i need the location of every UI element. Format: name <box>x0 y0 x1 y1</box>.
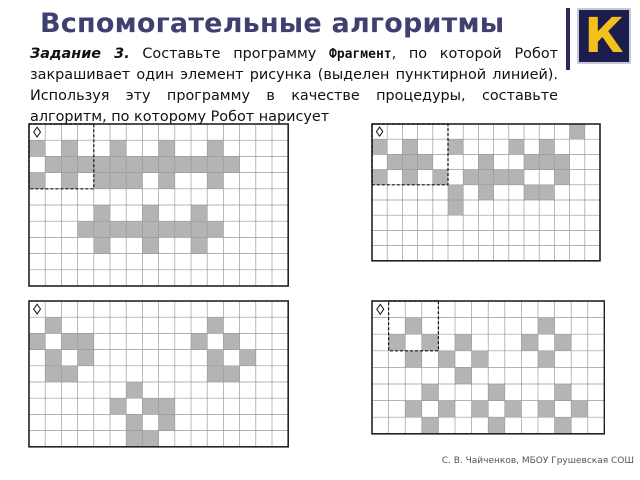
filled-cell <box>142 398 158 414</box>
filled-cell <box>478 170 493 185</box>
filled-cell <box>110 173 126 189</box>
filled-cell <box>94 173 110 189</box>
page-title: Вспомогательные алгоритмы <box>40 8 505 39</box>
filled-cell <box>94 237 110 253</box>
filled-cell <box>422 384 439 401</box>
task-text <box>30 44 558 128</box>
filled-cell <box>433 170 448 185</box>
filled-cell <box>61 366 77 382</box>
filled-cell <box>455 334 472 351</box>
filled-cell <box>78 333 94 349</box>
footer-credit: С. В. Чайченков, МБОУ Грушевская СОШ <box>441 456 634 466</box>
filled-cell <box>472 351 489 368</box>
filled-cell <box>223 333 239 349</box>
filled-cell <box>478 154 493 169</box>
filled-cell <box>191 221 207 237</box>
filled-cell <box>538 401 555 418</box>
filled-cell <box>159 398 175 414</box>
filled-cell <box>45 366 61 382</box>
filled-cell <box>78 156 94 172</box>
filled-cell <box>405 351 422 368</box>
filled-cell <box>509 170 524 185</box>
filled-cell <box>159 173 175 189</box>
filled-cell <box>402 154 417 169</box>
grid-bottom-right-svg <box>371 300 605 435</box>
filled-cell <box>126 414 142 430</box>
filled-cell <box>240 350 256 366</box>
filled-cell <box>175 156 191 172</box>
filled-cell <box>539 154 554 169</box>
filled-cell <box>539 185 554 200</box>
filled-cell <box>207 317 223 333</box>
filled-cell <box>488 384 505 401</box>
grid-bottom-right <box>371 300 605 435</box>
filled-cell <box>142 156 158 172</box>
grid-top-right-svg <box>371 123 601 262</box>
filled-cell <box>488 417 505 434</box>
filled-cell <box>570 124 585 139</box>
filled-cell <box>207 221 223 237</box>
filled-cell <box>142 237 158 253</box>
filled-cell <box>191 205 207 221</box>
grid-top-right <box>371 123 601 262</box>
filled-cell <box>29 140 45 156</box>
task-text-after: , по которой Робот закрашивает один элемент рисунка (выделен пунктирной линией). Используя эту программу в качестве процедуры, составьте алгоритм, по которому Робот нарисует <box>30 46 559 125</box>
filled-cell <box>372 139 387 154</box>
filled-cell <box>448 200 463 215</box>
robot-diamond-icon <box>377 304 384 314</box>
logo-divider <box>566 8 570 70</box>
filled-cell <box>175 221 191 237</box>
filled-cell <box>126 431 142 447</box>
filled-cell <box>524 185 539 200</box>
filled-cell <box>448 185 463 200</box>
filled-cell <box>455 367 472 384</box>
filled-cell <box>223 366 239 382</box>
task-keyword: Фрагмент <box>329 47 392 62</box>
robot-diamond-icon <box>34 304 41 314</box>
filled-cell <box>438 401 455 418</box>
filled-cell <box>159 156 175 172</box>
filled-cell <box>191 333 207 349</box>
filled-cell <box>61 173 77 189</box>
filled-cell <box>61 156 77 172</box>
filled-cell <box>448 139 463 154</box>
filled-cell <box>509 139 524 154</box>
filled-cell <box>538 318 555 335</box>
filled-cell <box>389 334 406 351</box>
filled-cell <box>110 156 126 172</box>
filled-cell <box>207 140 223 156</box>
filled-cell <box>422 417 439 434</box>
filled-cell <box>110 140 126 156</box>
grid-bottom-left-svg <box>28 300 289 448</box>
filled-cell <box>438 351 455 368</box>
filled-cell <box>94 221 110 237</box>
filled-cell <box>555 384 572 401</box>
filled-cell <box>505 401 522 418</box>
filled-cell <box>207 366 223 382</box>
filled-cell <box>372 170 387 185</box>
logo <box>577 8 631 64</box>
filled-cell <box>191 237 207 253</box>
filled-cell <box>554 154 569 169</box>
filled-cell <box>61 333 77 349</box>
filled-cell <box>45 317 61 333</box>
filled-cell <box>571 401 588 418</box>
filled-cell <box>159 140 175 156</box>
filled-cell <box>142 431 158 447</box>
filled-cell <box>402 139 417 154</box>
filled-cell <box>418 154 433 169</box>
robot-diamond-icon <box>376 127 382 136</box>
filled-cell <box>463 170 478 185</box>
filled-cell <box>554 170 569 185</box>
filled-cell <box>45 350 61 366</box>
filled-cell <box>126 382 142 398</box>
filled-cell <box>126 221 142 237</box>
filled-cell <box>110 398 126 414</box>
grid-bottom-left <box>28 300 289 448</box>
filled-cell <box>29 173 45 189</box>
filled-cell <box>524 154 539 169</box>
filled-cell <box>159 414 175 430</box>
task-text-before: Составьте программу <box>129 46 329 62</box>
filled-cell <box>207 350 223 366</box>
filled-cell <box>61 140 77 156</box>
filled-cell <box>472 401 489 418</box>
filled-cell <box>402 170 417 185</box>
filled-cell <box>555 417 572 434</box>
filled-cell <box>387 154 402 169</box>
filled-cell <box>538 351 555 368</box>
filled-cell <box>521 334 538 351</box>
filled-cell <box>494 170 509 185</box>
filled-cell <box>207 156 223 172</box>
filled-cell <box>405 401 422 418</box>
filled-cell <box>110 221 126 237</box>
filled-cell <box>223 156 239 172</box>
filled-cell <box>94 205 110 221</box>
filled-cell <box>207 173 223 189</box>
filled-cell <box>142 205 158 221</box>
filled-cell <box>478 185 493 200</box>
filled-cell <box>78 350 94 366</box>
grid-top-left <box>28 123 289 287</box>
filled-cell <box>191 156 207 172</box>
filled-cell <box>159 221 175 237</box>
filled-cell <box>45 156 61 172</box>
filled-cell <box>142 221 158 237</box>
filled-cell <box>539 139 554 154</box>
task-label: Задание 3. <box>30 46 130 62</box>
robot-diamond-icon <box>34 127 41 137</box>
filled-cell <box>405 318 422 335</box>
grid-top-left-svg <box>28 123 289 287</box>
filled-cell <box>29 333 45 349</box>
filled-cell <box>94 156 110 172</box>
filled-cell <box>78 221 94 237</box>
filled-cell <box>126 156 142 172</box>
filled-cell <box>126 173 142 189</box>
filled-cell <box>422 334 439 351</box>
filled-cell <box>555 334 572 351</box>
logo-letter: К <box>584 8 624 64</box>
